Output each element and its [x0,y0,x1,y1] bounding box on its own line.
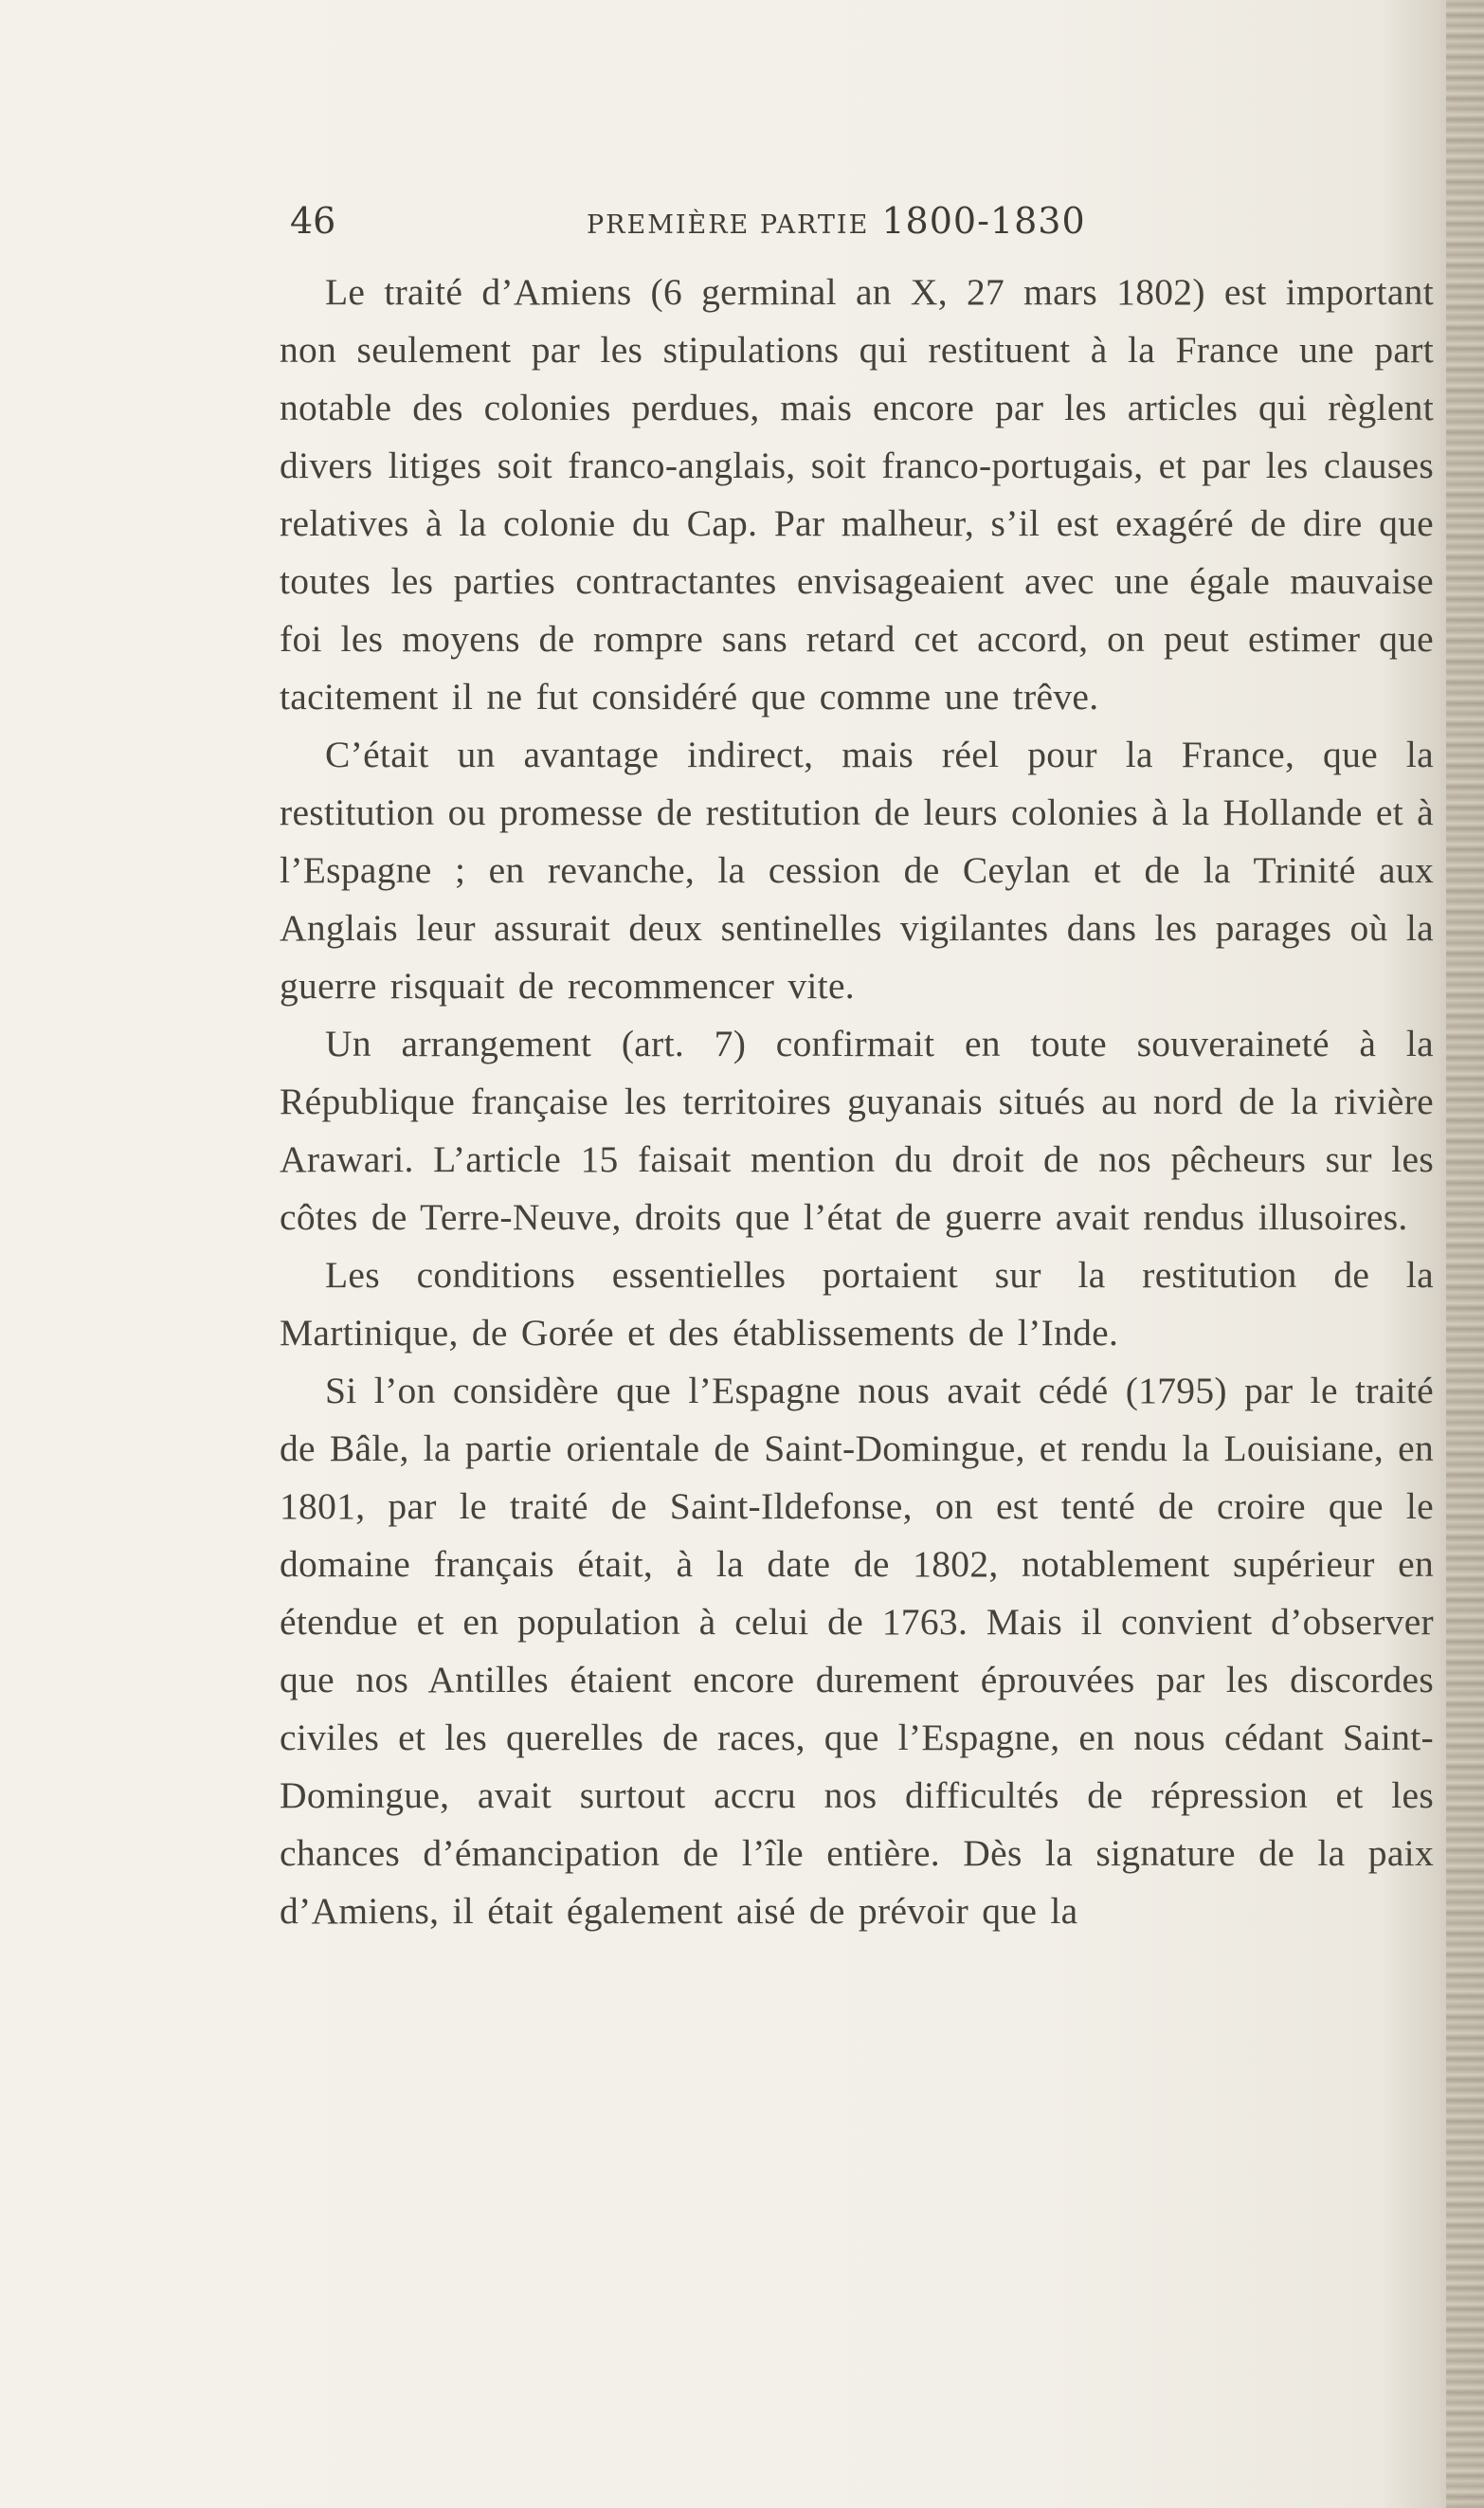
page-edge-shadow [1446,0,1484,2508]
page-number: 46 [290,200,336,242]
running-head-years: 1800-1830 [881,200,1086,242]
paragraph-5: Si l’on considère que l’Espagne nous avait cédé (1795) par le traité de Bâle, la partie orientale de Saint-Domingue, et rendu la Louisiane, en 1801, par le traité de Saint-Ildefonse, on est tenté de croire que le domaine français était, à la date de 1802, notablement supérieur en étendue et en population à celui de 1763. Mais il convient d’observer que nos Antilles étaient encore durement éprouvées par les discordes civiles et les querelles de races, que l’Espagne, en nous cédant Saint-Domingue, avait surtout accru nos difficultés de répression et les chances d’émancipation de l’île entière. Dès la signature de la paix d’Amiens, il était également aisé de prévoir que la [280,1370,1434,1932]
paragraph-4: Les conditions essentielles portaient sur la restitution de la Martinique, de Gorée et des établissements de l’Inde. [280,1254,1434,1354]
paragraph-1: Le traité d’Amiens (6 germinal an X, 27 mars 1802) est important non seulement par les stipulations qui restituent à la France une part notable des colonies perdues, mais encore par les articles qui règlent divers litiges soit franco-anglais, soit franco-portugais, et par les clauses relatives à la colonie du Cap. Par malheur, s’il est exagéré de dire que toutes les parties contractantes envisageaient avec une égale mauvaise foi les moyens de rompre sans retard cet accord, on peut estimer que tacitement il ne fut considéré que comme une trêve. [280,271,1434,718]
paragraph-2: C’était un avantage indirect, mais réel pour la France, que la restitution ou promesse de restitution de leurs colonies à la Hollande et à l’Espagne ; en revanche, la cession de Ceylan et de la Trinité aux Anglais leur assurait deux sentinelles vigilantes dans les parages où la guerre risquait de recommencer vite. [280,734,1434,1007]
running-head-part: PREMIÈRE PARTIE [587,210,870,240]
paragraph-3: Un arrangement (art. 7) confirmait en toute souveraineté à la République française les territoires guyanais situés au nord de la rivière Arawari. L’article 15 faisait mention du droit de nos pêcheurs sur les côtes de Terre-Neuve, droits que l’état de guerre avait rendus illusoires. [280,1023,1434,1238]
running-head [587,197,1086,249]
page-header [290,197,1437,245]
body-text [280,264,1434,1940]
